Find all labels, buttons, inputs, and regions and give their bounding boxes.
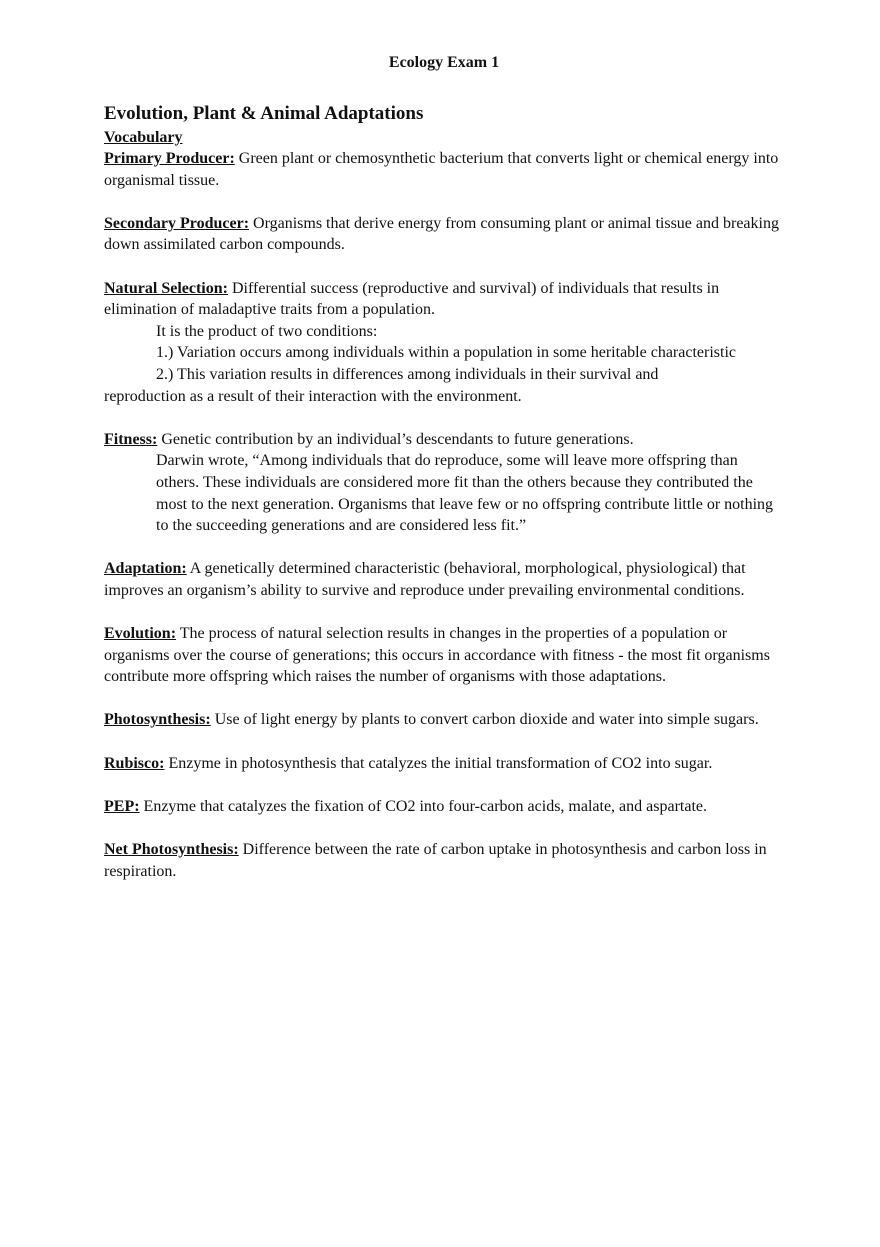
definition-natural-selection: Differential success (reproductive and survival) of individuals that results in elimination of maladaptive traits from a population.	[104, 279, 720, 319]
natural-selection-condition-2a: 2.) This variation results in differences among individuals in their survival and	[156, 365, 659, 383]
entry-primary-producer	[104, 148, 784, 191]
definition-primary-producer: Green plant or chemosynthetic bacterium that converts light or chemical energy into organismal tissue.	[104, 150, 779, 189]
entry-rubisco	[104, 753, 784, 775]
entry-fitness	[104, 429, 784, 537]
entry-net-photosynthesis	[104, 839, 784, 882]
definition-photosynthesis: Use of light energy by plants to convert carbon dioxide and water into simple sugars.	[210, 711, 759, 729]
entry-pep	[104, 796, 784, 818]
term-natural-selection: Natural Selection:	[104, 279, 228, 297]
vocabulary-heading: Vocabulary	[104, 129, 183, 146]
term-secondary-producer: Secondary Producer:	[104, 214, 250, 232]
section-heading: Evolution, Plant & Animal Adaptations	[104, 103, 424, 124]
term-pep: PEP:	[104, 797, 140, 815]
term-fitness: Fitness:	[104, 430, 158, 448]
entry-natural-selection	[104, 278, 784, 408]
entry-adaptation	[104, 558, 784, 601]
natural-selection-condition-1: 1.) Variation occurs among individuals within a population in some heritable characteristic	[156, 344, 736, 362]
definition-net-photosynthesis: Difference between the rate of carbon uptake in photosynthesis and carbon loss in respiration.	[104, 841, 767, 880]
term-primary-producer: Primary Producer:	[104, 150, 235, 167]
natural-selection-condition-2b: reproduction as a result of their interaction with the environment.	[104, 387, 522, 405]
document-page	[104, 52, 784, 904]
definition-fitness: Genetic contribution by an individual’s descendants to future generations.	[157, 430, 634, 448]
entry-photosynthesis	[104, 709, 784, 731]
definition-adaptation: A genetically determined characteristic (behavioral, morphological, physiological) that improves an organism’s ability to survive and reproduce under prevailing environmental conditions.	[104, 560, 746, 599]
term-evolution: Evolution:	[104, 625, 177, 643]
term-photosynthesis: Photosynthesis:	[104, 711, 211, 729]
definition-secondary-producer: Organisms that derive energy from consuming plant or animal tissue and breaking down assimilated carbon compounds.	[104, 214, 779, 254]
term-net-photosynthesis: Net Photosynthesis:	[104, 841, 239, 858]
term-rubisco: Rubisco:	[104, 754, 165, 772]
natural-selection-intro: It is the product of two conditions:	[156, 322, 378, 340]
entry-secondary-producer	[104, 213, 784, 256]
definition-rubisco: Enzyme in photosynthesis that catalyzes the initial transformation of CO2 into sugar.	[164, 754, 713, 772]
fitness-darwin-quote: Darwin wrote, “Among individuals that do reproduce, some will leave more offspring than others. These individuals are considered more fit than the others because they contributed the most to the next generation. Organisms that leave few or no offspring contribute little or nothing to the succeeding generations and are considered less fit.”	[156, 452, 774, 535]
document-title: Ecology Exam 1	[388, 54, 500, 71]
definition-pep: Enzyme that catalyzes the fixation of CO2 into four-carbon acids, malate, and aspartate.	[139, 797, 708, 815]
entry-evolution	[104, 623, 784, 688]
definition-evolution: The process of natural selection results in changes in the properties of a population or organisms over the course of generations; this occurs in accordance with fitness - the most fit organisms contribute more offspring which raises the number of organisms with those adaptations.	[104, 625, 770, 686]
term-adaptation: Adaptation:	[104, 560, 187, 578]
